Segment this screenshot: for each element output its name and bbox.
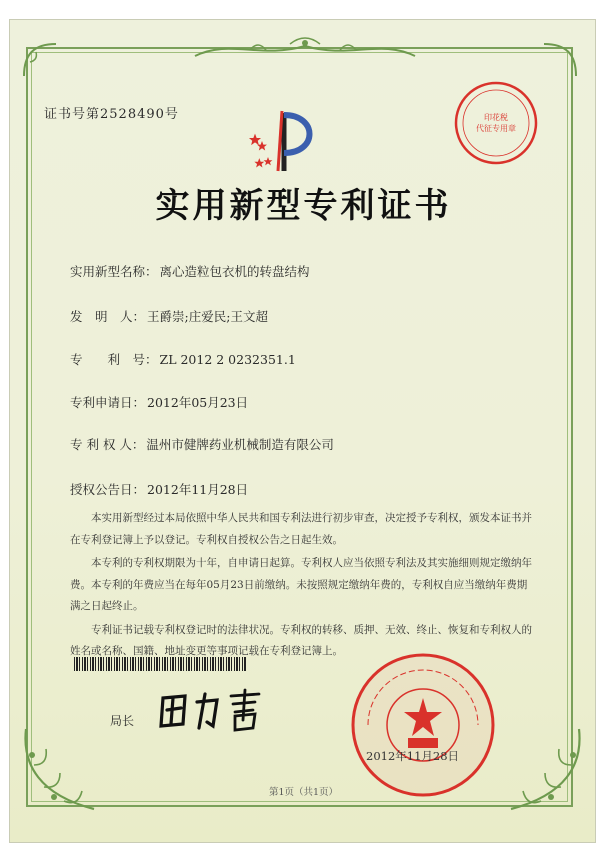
field-label: 实用新型名称： xyxy=(70,264,158,279)
patent-office-logo xyxy=(244,105,320,175)
national-intellectual-property-seal xyxy=(348,650,498,800)
field-value: 王爵崇;庄爱民;王文超 xyxy=(147,309,268,324)
body-paragraph: 本实用新型经过本局依照中华人民共和国专利法进行初步审查，决定授予专利权，颁发本证书并在专利登记簿上予以登记。专利权自授权公告之日起生效。 xyxy=(70,512,532,546)
field-grant-date xyxy=(70,480,248,498)
corner-vine-bottom-right xyxy=(505,725,585,815)
corner-vine-top-left xyxy=(20,40,60,80)
field-utility-model-name xyxy=(70,262,310,280)
corner-vine-bottom-left xyxy=(20,725,100,815)
svg-text:代征专用章: 代征专用章 xyxy=(476,124,516,133)
field-value: 离心造粒包衣机的转盘结构 xyxy=(159,264,310,279)
svg-text:印花税: 印花税 xyxy=(484,113,508,122)
seal-date: 2012年11月28日 xyxy=(366,749,460,763)
field-value: 2012年05月23日 xyxy=(147,395,249,410)
field-patent-number xyxy=(70,350,296,368)
field-label: 专 利 权 人： xyxy=(70,437,145,452)
top-right-red-stamp xyxy=(451,78,541,168)
handwritten-signature xyxy=(155,686,275,732)
director-label: 局长 xyxy=(110,714,135,728)
field-application-date xyxy=(70,393,248,411)
field-label: 发 明 人： xyxy=(70,309,146,324)
barcode xyxy=(74,657,246,671)
field-value: ZL 2012 2 0232351.1 xyxy=(159,352,296,367)
field-label: 授权公告日： xyxy=(70,482,146,497)
field-inventors xyxy=(70,307,268,325)
field-label: 专 利 号： xyxy=(70,352,158,367)
field-value: 温州市健牌药业机械制造有限公司 xyxy=(146,437,334,452)
certificate-title: 实用新型专利证书 xyxy=(155,186,452,226)
corner-vine-top-right xyxy=(540,40,580,80)
certificate-body-text xyxy=(70,508,535,665)
body-paragraph: 专利证书记载专利权登记时的法律状况。专利权的转移、质押、无效、终止、恢复和专利权人的姓名或名称、国籍、地址变更等事项记载在专利登记簿上。 xyxy=(70,623,532,657)
certificate-number: 证书号第2528490号 xyxy=(44,107,179,122)
body-paragraph: 本专利的专利权期限为十年，自申请日起算。专利权人应当依照专利法及其实施细则规定缴纳年费。本专利的年费应当在每年05月23日前缴纳。未按照规定缴纳年费的，专利权自应当缴纳年费期满之日起终止。 xyxy=(70,557,532,612)
field-patentee xyxy=(70,435,334,453)
page-footer: 第1页（共1页） xyxy=(268,787,339,798)
top-vine-ornament xyxy=(190,34,420,64)
field-label: 专利申请日： xyxy=(70,395,146,410)
field-value: 2012年11月28日 xyxy=(147,482,249,497)
